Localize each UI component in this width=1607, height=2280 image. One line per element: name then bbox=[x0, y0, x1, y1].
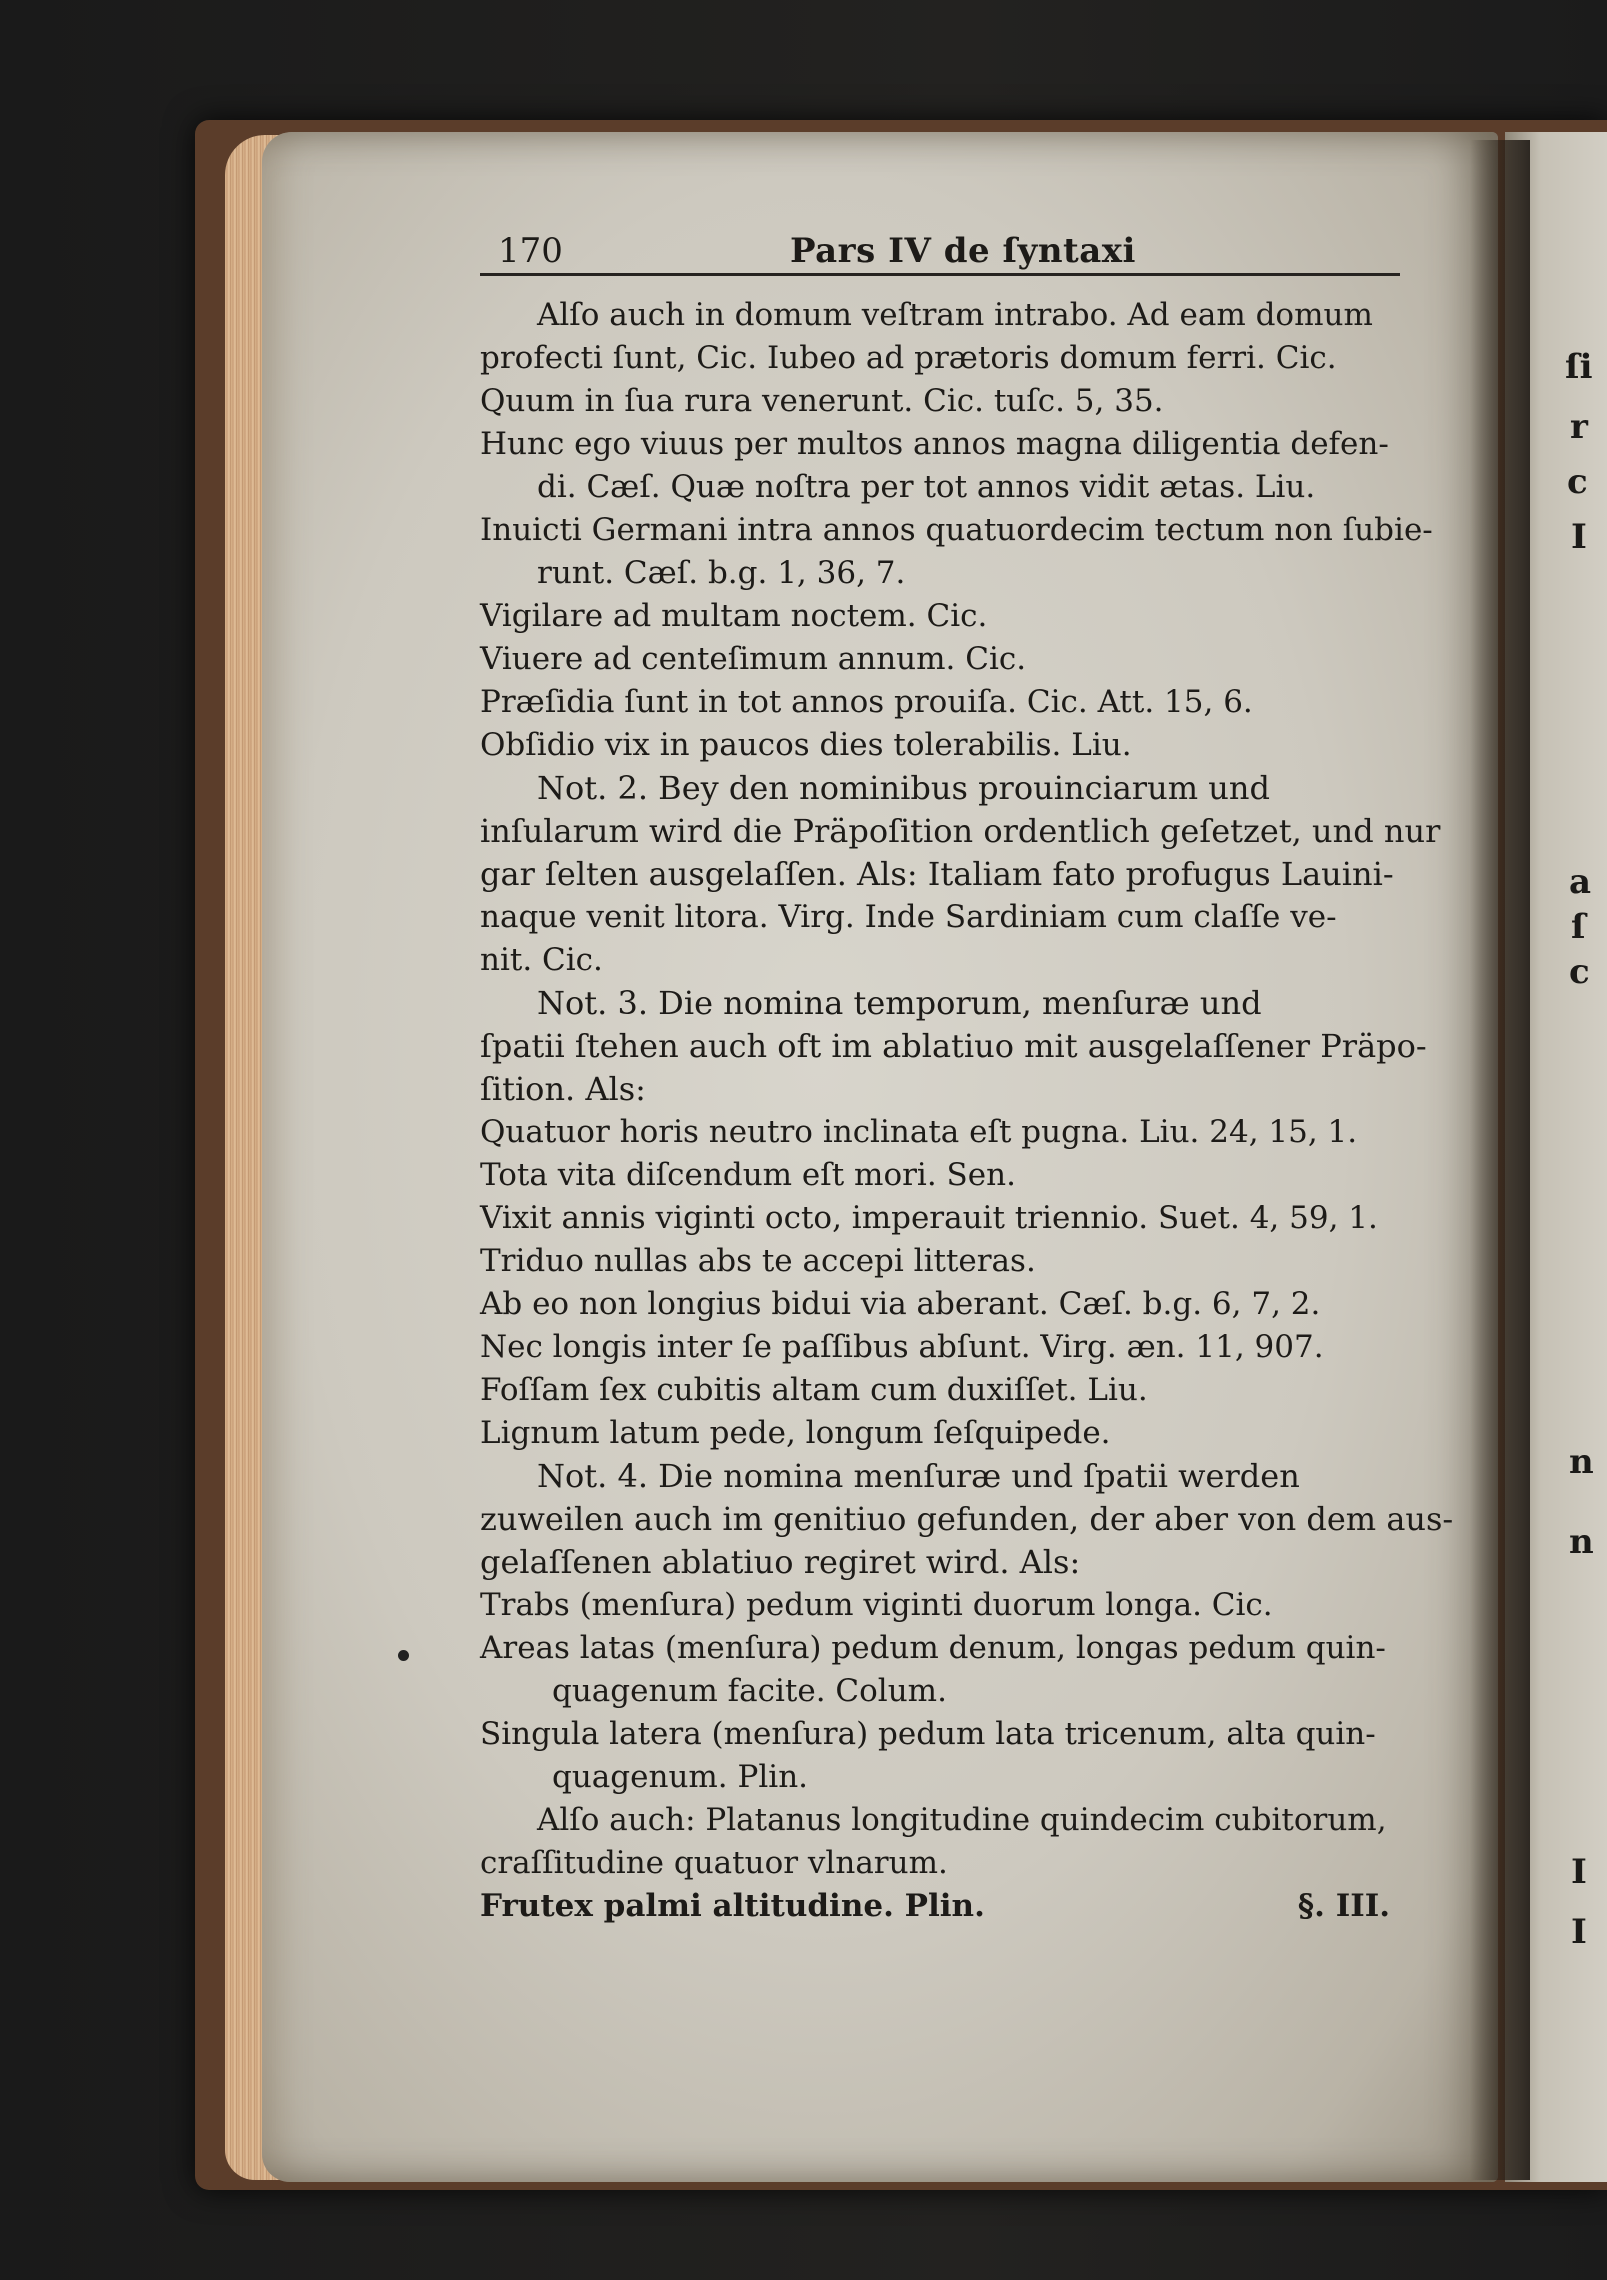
text-line: Not. 3. Die nomina temporum, menſuræ und bbox=[537, 984, 1262, 1022]
body-text bbox=[480, 294, 1454, 1885]
text-line: Trabs (menſura) pedum viginti duorum longa. Cic. bbox=[480, 1587, 1273, 1623]
right-page-fragment: n bbox=[1569, 1522, 1594, 1562]
text-line: craſſitudine quatuor vlnarum. bbox=[480, 1845, 948, 1881]
text-line: profecti ſunt, Cic. Iubeo ad prætoris domum ferri. Cic. bbox=[480, 340, 1337, 376]
text-line: gelaſſenen ablatiuo regiret wird. Als: bbox=[480, 1543, 1081, 1581]
text-line: Viuere ad centeſimum annum. Cic. bbox=[480, 641, 1027, 677]
text-line: Obſidio vix in paucos dies tolerabilis. Liu. bbox=[480, 727, 1132, 763]
text-line: di. Cæſ. Quæ noſtra per tot annos vidit ætas. Liu. bbox=[537, 469, 1316, 505]
right-page-fragment: I bbox=[1571, 1912, 1587, 1952]
text-line: Alſo auch: Platanus longitudine quindecim cubitorum, bbox=[537, 1802, 1387, 1838]
text-line: ſpatii ſtehen auch oft im ablatiuo mit ausgelaſſener Präpo- bbox=[480, 1027, 1427, 1065]
running-title: Pars IV de ſyntaxi bbox=[790, 231, 1136, 271]
text-line: Foſſam ſex cubitis altam cum duxiſſet. Liu. bbox=[480, 1372, 1148, 1408]
text-line: quagenum. Plin. bbox=[552, 1759, 809, 1795]
text-line: naque venit litora. Virg. Inde Sardiniam cum claſſe ve- bbox=[480, 899, 1337, 935]
right-page-fragment: c bbox=[1567, 462, 1588, 502]
text-line: Areas latas (menſura) pedum denum, longas pedum quin- bbox=[480, 1630, 1386, 1666]
text-line: Triduo nullas abs te accepi litteras. bbox=[480, 1243, 1036, 1279]
text-line: Alſo auch in domum veſtram intrabo. Ad eam domum bbox=[537, 297, 1373, 333]
text-line: inſularum wird die Präpoſition ordentlich geſetzet, und nur bbox=[480, 812, 1441, 850]
right-page-fragment: r bbox=[1570, 407, 1588, 447]
final-line-text: Frutex palmi altitudine. Plin. bbox=[480, 1888, 985, 1924]
text-line: Quatuor horis neutro inclinata eſt pugna. Liu. 24, 15, 1. bbox=[480, 1114, 1358, 1150]
text-line: nit. Cic. bbox=[480, 942, 603, 978]
text-line: Præſidia ſunt in tot annos prouiſa. Cic. Att. 15, 6. bbox=[480, 684, 1253, 720]
text-line: Nec longis inter ſe paſſibus abſunt. Virg. æn. 11, 907. bbox=[480, 1329, 1324, 1365]
text-line: Vigilare ad multam noctem. Cic. bbox=[480, 598, 988, 634]
running-header bbox=[480, 225, 1400, 276]
right-page-fragment: I bbox=[1571, 517, 1587, 557]
right-page-fragment: ſi bbox=[1565, 347, 1593, 387]
text-line: Quum in ſua rura venerunt. Cic. tuſc. 5, 35. bbox=[480, 383, 1164, 419]
text-line: Not. 4. Die nomina menſuræ und ſpatii werden bbox=[537, 1457, 1300, 1495]
gutter-shadow bbox=[1470, 140, 1530, 2180]
text-line: Tota vita diſcendum eſt mori. Sen. bbox=[480, 1157, 1016, 1193]
right-page-fragment: n bbox=[1569, 1442, 1594, 1482]
text-line: ſition. Als: bbox=[480, 1070, 646, 1108]
page-text-block bbox=[480, 225, 1454, 1928]
text-line: Inuicti Germani intra annos quatuordecim tectum non ſubie- bbox=[480, 512, 1433, 548]
text-line: Ab eo non longius bidui via aberant. Cæſ. b.g. 6, 7, 2. bbox=[480, 1286, 1321, 1322]
right-page-fragment: c bbox=[1569, 952, 1590, 992]
text-line: zuweilen auch im genitiuo gefunden, der aber von dem aus- bbox=[480, 1500, 1454, 1538]
text-line: gar ſelten ausgelaſſen. Als: Italiam fato profugus Lauini- bbox=[480, 855, 1394, 893]
text-line: Hunc ego viuus per multos annos magna diligentia defen- bbox=[480, 426, 1389, 462]
text-line: Not. 2. Bey den nominibus prouinciarum und bbox=[537, 769, 1270, 807]
right-page-fragment: ſ bbox=[1571, 907, 1586, 947]
catchword: §. III. bbox=[1297, 1888, 1390, 1924]
text-line: runt. Cæſ. b.g. 1, 36, 7. bbox=[537, 555, 906, 591]
right-page-fragment: a bbox=[1569, 862, 1592, 902]
ink-spot bbox=[398, 1650, 409, 1661]
text-line: quagenum facite. Colum. bbox=[552, 1673, 947, 1709]
text-line: Lignum latum pede, longum ſeſquipede. bbox=[480, 1415, 1111, 1451]
final-line bbox=[480, 1885, 1400, 1928]
text-line: Singula latera (menſura) pedum lata tricenum, alta quin- bbox=[480, 1716, 1376, 1752]
text-line: Vixit annis viginti octo, imperauit triennio. Suet. 4, 59, 1. bbox=[480, 1200, 1378, 1236]
right-page-fragment: I bbox=[1571, 1852, 1587, 1892]
page-number: 170 bbox=[498, 231, 563, 271]
